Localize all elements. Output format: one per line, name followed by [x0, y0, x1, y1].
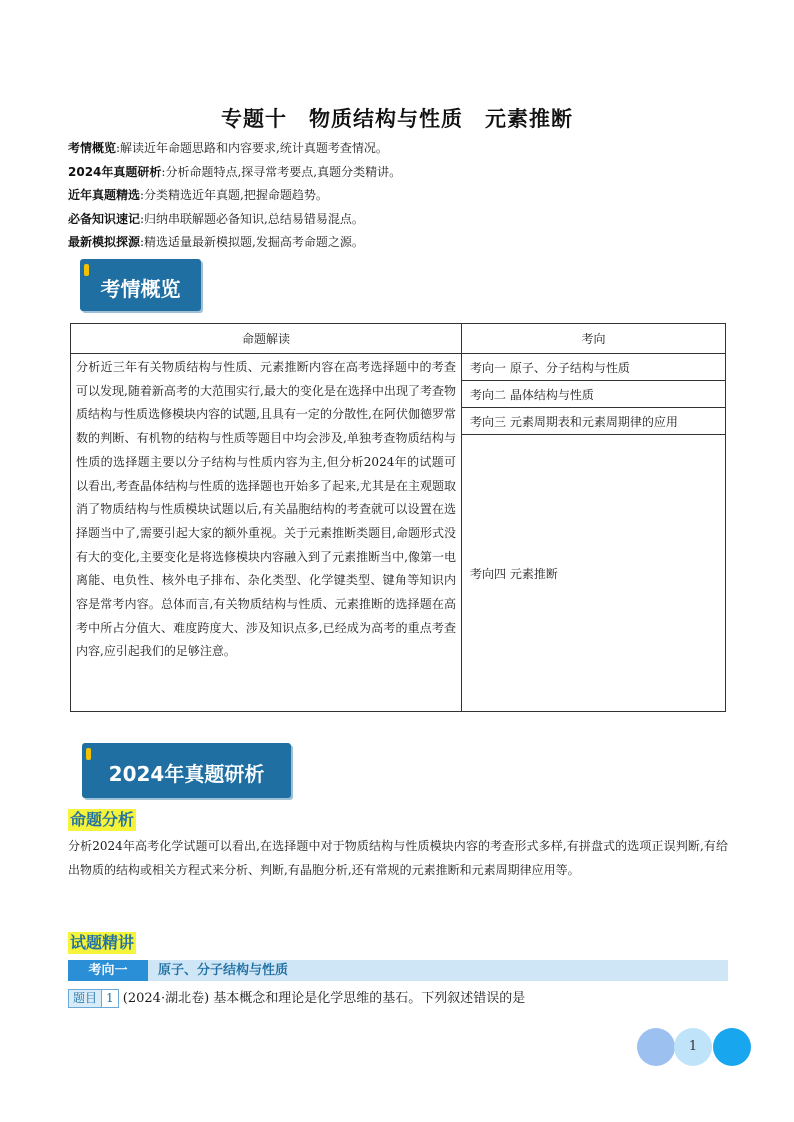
table-direction-4: 考向四 元素推断 — [462, 435, 726, 712]
intro-item: 考情概览:解读近年命题思路和内容要求,统计真题考查情况。 — [68, 141, 388, 155]
direction-bar-label: 考向一 — [68, 960, 148, 981]
direction-bar — [68, 960, 728, 981]
question-number: 1 — [101, 989, 119, 1008]
overview-banner: 考情概览 — [80, 259, 201, 311]
table-header-direction: 考向 — [462, 324, 726, 354]
question-tag: 题目 — [68, 989, 102, 1008]
intro-item: 必备知识速记:归纳串联解题必备知识,总结易错易混点。 — [68, 211, 364, 226]
direction-bar-name: 原子、分子结构与性质 — [158, 963, 289, 978]
table-description: 分析近三年有关物质结构与性质、元素推断内容在高考选择题中的考查可以发现,随着新高考的大范围实行,最大的变化是在选择中出现了考查物质结构与性质选修模块内容的试题,且具有一定的分散性,在阿伏伽德罗常数的判断、有机物的结构与性质等题目中均会涉及,单独考查物质结构与性质的选择题主要以分子结构与性质内容为主,但分析2024年的试题可以看出,考查晶体结构与性质的选择题也开始多了起来,尤其是在主观题取消了物质结构与性质模块试题以后,有关晶胞结构的考查就可以设置在选择题当中了,需要引起大家的额外重视。关于元素推断类题目,命题形式没有大的变化,主要变化是将选修模块内容融入到了元素推断当中,像第一电离能、电负性、核外电子排布、杂化类型、化学键类型、键角等知识内容是常考内容。总体而言,有关物质结构与性质、元素推断的选择题在高考中所占分值大、难度跨度大、涉及知识点多,已经成为高考的重点考查内容,应引起我们的足够注意。 — [71, 354, 462, 712]
page-circle-left — [637, 1028, 675, 1066]
intro-item: 近年真题精选:分类精选近年真题,把握命题趋势。 — [68, 188, 328, 202]
page-circle-right — [713, 1028, 751, 1066]
intro-list — [68, 137, 728, 255]
overview-table — [70, 323, 726, 712]
section-label-analysis: 命题分析 — [70, 810, 135, 829]
real-exam-banner: 2024年真题研析 — [82, 743, 291, 798]
intro-item: 最新模拟探源:精选适量最新模拟题,发掘高考命题之源。 — [68, 235, 364, 249]
section-label-exercises: 试题精讲 — [70, 933, 135, 952]
page-title — [0, 103, 794, 133]
analysis-paragraph: 分析2024年高考化学试题可以看出,在选择题中对于物质结构与性质模块内容的考查形式多样,有拼盘式的选项正误判断,有给出物质的结构或相关方程式来分析、判断,有晶胞分析,还有常规的元素推断和元素周期律应用等。 — [68, 839, 728, 877]
table-direction-1: 考向一 原子、分子结构与性质 — [462, 354, 726, 381]
table-direction-3: 考向三 元素周期表和元素周期律的应用 — [462, 408, 726, 435]
table-direction-2: 考向二 晶体结构与性质 — [462, 381, 726, 408]
page-indicator — [637, 1027, 753, 1067]
title-part-3: 元素推断 — [485, 107, 573, 131]
title-part-2: 物质结构与性质 — [309, 107, 463, 131]
intro-item: 2024年真题研析:分析命题特点,探寻常考要点,真题分类精讲。 — [68, 164, 402, 179]
question-text: (2024·湖北卷) 基本概念和理论是化学思维的基石。下列叙述错误的是 — [122, 991, 526, 1006]
title-part-1: 专题十 — [221, 107, 287, 131]
question-1 — [68, 989, 728, 1009]
table-header-interpretation: 命题解读 — [71, 324, 462, 354]
page-number: 1 — [674, 1028, 712, 1066]
